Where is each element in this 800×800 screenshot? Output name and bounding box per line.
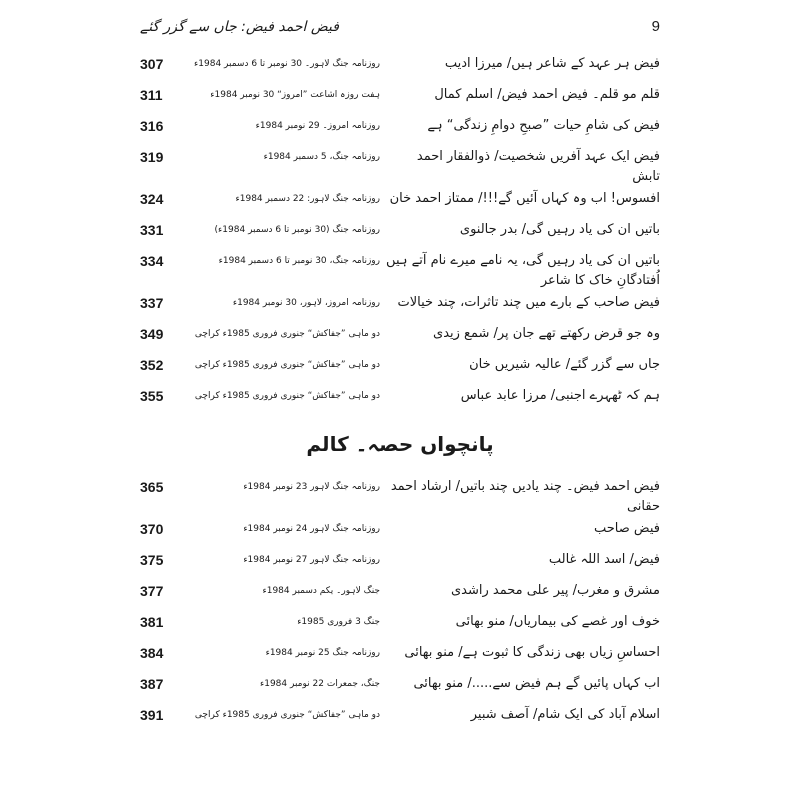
toc-entry — [140, 353, 660, 384]
entry-page-number: 334 — [140, 253, 164, 269]
page-number: 9 — [651, 18, 660, 35]
toc-entry — [140, 145, 660, 187]
entry-page-number: 352 — [140, 357, 164, 373]
entry-title: وہ جو قرض رکھتے تھے جان پر/ شمع زیدی — [433, 326, 660, 341]
entry-source: روزنامہ امروز، لاہور، 30 نومبر 1984ء — [232, 298, 380, 308]
entry-title-cell — [386, 386, 660, 406]
toc-entry — [140, 384, 660, 415]
entry-source: روزنامہ جنگ لاہور 27 نومبر 1984ء — [243, 555, 380, 565]
entry-title: فیض کی شامِ حیات ”صبحِ دوامِ زندگی“ ہے — [427, 118, 660, 133]
entry-page-number: 384 — [140, 645, 164, 661]
toc-entry — [140, 291, 660, 322]
entry-title-cell — [386, 581, 660, 601]
entry-title-cell — [386, 85, 660, 105]
entry-title: مشرق و مغرب/ پیر علی محمد راشدی — [450, 583, 660, 598]
entry-title-cell — [386, 220, 660, 240]
entry-source: روزنامہ جنگ لاہور۔ 30 نومبر تا 6 دسمبر 1984ء — [194, 59, 380, 69]
entry-title: اب کہاں پائیں گے ہم فیض سے...../ منو بھائی — [413, 676, 660, 691]
entry-source: دو ماہی ”جفاکش“ جنوری فروری 1985ء کراچی — [194, 391, 380, 401]
entry-page-number: 319 — [140, 149, 164, 165]
entry-title-cell — [386, 54, 660, 74]
entry-page-number: 365 — [140, 479, 164, 495]
entry-title: اسلام آباد کی ایک شام/ آصف شبیر — [470, 707, 660, 722]
entry-source: روزنامہ امروز۔ 29 نومبر 1984ء — [255, 121, 380, 131]
entry-title-cell — [386, 116, 660, 136]
entry-page-number: 381 — [140, 614, 164, 630]
entry-source: ہفت روزہ اشاعت ”امروز“ 30 نومبر 1984ء — [210, 90, 380, 100]
entry-title-cell — [386, 324, 660, 344]
entry-page-number: 377 — [140, 583, 164, 599]
toc-entry — [140, 187, 660, 218]
toc-entry — [140, 517, 660, 548]
toc-entry — [140, 641, 660, 672]
entry-title: خوف اور غصے کی بیماریاں/ منو بھائی — [455, 614, 660, 629]
toc-entry — [140, 322, 660, 353]
entry-title: قلم مو قلم۔ فیض احمد فیض/ اسلم کمال — [434, 87, 660, 102]
entry-title: باتیں ان کی یاد رہیں گی/ بدر جالنوی — [459, 222, 660, 237]
entry-title: ہم کہ ٹھہرے اجنبی/ مرزا عابد عباس — [460, 388, 660, 403]
entry-title: افسوس! اب وہ کہاں آئیں گے!!!/ ممتاز احمد خان — [389, 191, 660, 206]
entry-title: فیض صاحب — [594, 521, 660, 536]
entry-source: روزنامہ جنگ لاہور: 22 دسمبر 1984ء — [235, 194, 380, 204]
toc-entry — [140, 52, 660, 83]
entry-title-cell — [386, 612, 660, 632]
entry-title-cell — [386, 147, 660, 187]
book-page — [140, 18, 660, 734]
entry-page-number: 324 — [140, 191, 164, 207]
entry-title-cell — [386, 355, 660, 375]
running-header — [140, 18, 660, 52]
toc-entry — [140, 218, 660, 249]
entry-source: دو ماہی ”جفاکش“ جنوری فروری 1985ء کراچی — [194, 360, 380, 370]
entry-page-number: 355 — [140, 388, 164, 404]
entry-source: جنگ لاہور۔ یکم دسمبر 1984ء — [262, 586, 380, 596]
entry-page-number: 307 — [140, 56, 164, 72]
entry-title-cell — [386, 705, 660, 725]
entry-title: جاں سے گزر گئے/ عالیہ شیریں خان — [469, 357, 660, 372]
entry-page-number: 370 — [140, 521, 164, 537]
entry-source: دو ماہی ”جفاکش“ جنوری فروری 1985ء کراچی — [194, 329, 380, 339]
entry-source: روزنامہ جنگ، 5 دسمبر 1984ء — [263, 152, 380, 162]
entry-title-cell — [386, 251, 660, 291]
toc-entry — [140, 672, 660, 703]
toc-entry — [140, 475, 660, 517]
running-header-title: فیض احمد فیض: جاں سے گزر گئے — [140, 19, 339, 35]
entry-page-number: 349 — [140, 326, 164, 342]
entry-source: دو ماہی ”جفاکش“ جنوری فروری 1985ء کراچی — [194, 710, 380, 720]
entry-source: روزنامہ جنگ لاہور 23 نومبر 1984ء — [243, 482, 380, 492]
entry-title-cell — [386, 293, 660, 313]
entry-page-number: 391 — [140, 707, 164, 723]
entry-source: جنگ 3 فروری 1985ء — [297, 617, 380, 627]
entry-title-cell — [386, 674, 660, 694]
entry-source: روزنامہ جنگ لاہور 24 نومبر 1984ء — [243, 524, 380, 534]
entry-source: جنگ، جمعرات 22 نومبر 1984ء — [260, 679, 380, 689]
entry-title: فیض ہر عہد کے شاعر ہیں/ میرزا ادیب — [444, 56, 660, 71]
entry-source: روزنامہ جنگ (30 نومبر تا 6 دسمبر 1984ء) — [214, 225, 380, 235]
section-heading: پانچواں حصہ۔ کالم — [306, 432, 494, 456]
entry-source: روزنامہ جنگ، 30 نومبر تا 6 دسمبر 1984ء — [218, 256, 380, 266]
entry-title: احساسِ زیاں بھی زندگی کا ثبوت ہے/ منو بھائی — [404, 645, 660, 660]
entry-title: فیض/ اسد اللہ غالب — [548, 552, 660, 567]
entry-source: روزنامہ جنگ 25 نومبر 1984ء — [265, 648, 380, 658]
entry-title-cell — [386, 189, 660, 209]
toc-entry — [140, 249, 660, 291]
entry-title: فیض احمد فیض۔ چند یادیں چند باتیں/ ارشاد احمد حقانی — [390, 479, 660, 514]
toc-section-2 — [140, 475, 660, 734]
toc-entry — [140, 114, 660, 145]
entry-page-number: 375 — [140, 552, 164, 568]
entry-title-cell — [386, 477, 660, 517]
toc-entry — [140, 610, 660, 641]
entry-title-cell — [386, 643, 660, 663]
entry-title-cell — [386, 550, 660, 570]
toc-section-1 — [140, 52, 660, 415]
entry-title: فیض صاحب کے بارے میں چند تاثرات، چند خیالات — [397, 295, 660, 310]
entry-page-number: 337 — [140, 295, 164, 311]
toc-entry — [140, 83, 660, 114]
entry-page-number: 387 — [140, 676, 164, 692]
entry-page-number: 331 — [140, 222, 164, 238]
entry-title: باتیں ان کی یاد رہیں گی، یہ نامے میرے نام آتے ہیں — [386, 253, 660, 268]
entry-title-cell — [386, 519, 660, 539]
toc-entry — [140, 548, 660, 579]
toc-entry — [140, 579, 660, 610]
entry-page-number: 316 — [140, 118, 164, 134]
toc-entry — [140, 703, 660, 734]
entry-title-continued: اُفتادگانِ خاک کا شاعر — [540, 273, 660, 288]
entry-page-number: 311 — [140, 87, 163, 103]
entry-title: فیض ایک عہد آفریں شخصیت/ ذوالفقار احمد تابش — [416, 149, 660, 184]
